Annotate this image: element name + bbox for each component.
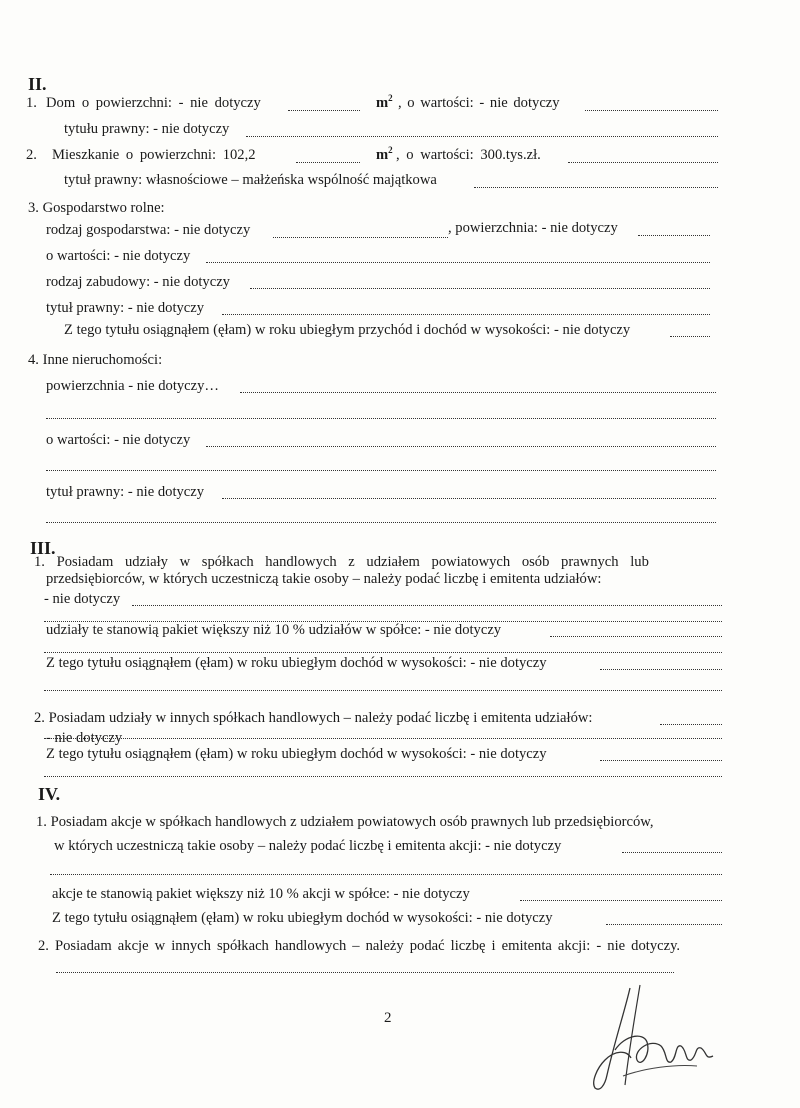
ii-item3-area: , powierzchnia: - nie dotyczy xyxy=(448,220,618,236)
iv-item1-package-dots xyxy=(520,900,722,901)
iii-item1-answer-dots xyxy=(132,605,722,606)
ii-item4-title-dots xyxy=(222,498,716,499)
ii-item4-value-dots xyxy=(206,446,716,447)
ii-item3-income: Z tego tytułu osiągnąłem (ęłam) w roku ubiegłym przychód i dochód w wysokości: - nie dotyczy xyxy=(64,322,631,338)
iv-item1-income-dots xyxy=(606,924,722,925)
ii-item4-area-dots xyxy=(240,392,716,393)
ii-item2-dots-a xyxy=(296,162,360,163)
page-number: 2 xyxy=(384,1010,392,1026)
ii-item2-dots-b xyxy=(568,162,718,163)
ii-item3-value-dots xyxy=(206,262,710,263)
ii-item1-label: 1. xyxy=(26,95,37,111)
ii-item1-text: Dom o powierzchni: - nie dotyczy xyxy=(46,95,261,111)
ii-item4-area: powierzchnia - nie dotyczy… xyxy=(46,378,220,394)
iii-item1-income: Z tego tytułu osiągnąłem (ęłam) w roku ubiegłym dochód w wysokości: - nie dotyczy xyxy=(46,655,547,671)
ii-item1-title-dots xyxy=(246,136,718,137)
iii-item2-income-dots xyxy=(600,760,722,761)
handwritten-signature xyxy=(585,980,725,1100)
ii-item2-title: tytuł prawny: własnościowe – małżeńska wspólność majątkowa xyxy=(64,172,437,188)
iv-item1-line2: w których uczestniczą takie osoby – należy podać liczbę i emitenta akcji: - nie dotyczy xyxy=(54,838,562,854)
ii-item4-title: tytuł prawny: - nie dotyczy xyxy=(46,484,205,500)
iv-item1-line2-dots-2 xyxy=(50,874,722,875)
ii-item3-value: o wartości: - nie dotyczy xyxy=(46,248,191,264)
iii-item2-answer: - nie dotyczy xyxy=(46,730,123,746)
ii-item3-buildings: rodzaj zabudowy: - nie dotyczy xyxy=(46,274,230,290)
iii-item1-answer: - nie dotyczy xyxy=(44,591,121,607)
ii-item2-label: 2. xyxy=(26,147,37,163)
ii-item1-value: , o wartości: - nie dotyczy xyxy=(398,95,560,111)
section-ii-heading: II. xyxy=(28,74,47,94)
iii-item1-line1: 1. Posiadam udziały w spółkach handlowych z udziałem powiatowych osób prawnych lub xyxy=(34,554,649,570)
iv-item1-income: Z tego tytułu osiągnąłem (ęłam) w roku ubiegłym dochód w wysokości: - nie dotyczy xyxy=(52,910,553,926)
ii-item3-area-dots xyxy=(638,235,710,236)
ii-item4-area-dots-2 xyxy=(46,418,716,419)
ii-item4-value: o wartości: - nie dotyczy xyxy=(46,432,191,448)
ii-item4-heading: 4. Inne nieruchomości: xyxy=(28,352,163,368)
iii-item1-income-dots-2 xyxy=(44,690,722,691)
ii-item3-heading: 3. Gospodarstwo rolne: xyxy=(28,200,165,216)
iii-item1-income-dots xyxy=(600,669,722,670)
ii-item2-title-dots xyxy=(474,187,718,188)
iii-item1-package: udziały te stanowią pakiet większy niż 10 % udziałów w spółce: - nie dotyczy xyxy=(46,622,502,638)
ii-item2-value: , o wartości: 300.tys.zł. xyxy=(396,147,541,163)
ii-item1-dots-b xyxy=(585,110,718,111)
iii-item2-income: Z tego tytułu osiągnąłem (ęłam) w roku ubiegłym dochód w wysokości: - nie dotyczy xyxy=(46,746,547,762)
ii-item2-text: Mieszkanie o powierzchni: 102,2 xyxy=(52,147,256,163)
iv-item1-line2-dots xyxy=(622,852,722,853)
ii-item3-buildings-dots xyxy=(250,288,710,289)
ii-item4-title-dots-2 xyxy=(46,522,716,523)
iv-item1-line1: 1. Posiadam akcje w spółkach handlowych z udziałem powiatowych osób prawnych lub przedsiębiorców, xyxy=(36,814,654,830)
iii-item2-line1: 2. Posiadam udziały w innych spółkach handlowych – należy podać liczbę i emitenta udziałów: xyxy=(34,710,593,726)
iv-item2-dots xyxy=(56,972,674,973)
iv-item2-line1: 2. Posiadam akcje w innych spółkach handlowych – należy podać liczbę i emitenta akcji: - nie dotyczy. xyxy=(38,938,681,954)
section-iii-heading: III. xyxy=(30,538,56,558)
iii-item1-package-dots xyxy=(550,636,722,637)
ii-item1-unit: $m^2$ xyxy=(376,93,393,111)
iii-item2-line1-dots xyxy=(660,724,722,725)
ii-item3-title: tytuł prawny: - nie dotyczy xyxy=(46,300,205,316)
iii-item1-line2: przedsiębiorców, w których uczestniczą takie osoby – należy podać liczbę i emitenta udziałów: xyxy=(46,571,602,587)
ii-item3-type-dots xyxy=(273,237,448,238)
ii-item1-dots-a xyxy=(288,110,360,111)
ii-item3-type: rodzaj gospodarstwa: - nie dotyczy xyxy=(46,222,251,238)
iii-item2-income-dots-2 xyxy=(44,776,722,777)
ii-item1-title: tytułu prawny: - nie dotyczy xyxy=(64,121,230,137)
ii-item3-title-dots xyxy=(222,314,710,315)
iii-item1-package-dots-2 xyxy=(44,652,722,653)
ii-item4-value-dots-2 xyxy=(46,470,716,471)
iii-item2-line1-dots-2 xyxy=(44,738,722,739)
ii-item2-unit: $m^2$ xyxy=(376,145,393,163)
iv-item1-package: akcje te stanowią pakiet większy niż 10 % akcji w spółce: - nie dotyczy xyxy=(52,886,470,902)
section-iv-heading: IV. xyxy=(38,784,61,804)
ii-item3-income-dots xyxy=(670,336,710,337)
